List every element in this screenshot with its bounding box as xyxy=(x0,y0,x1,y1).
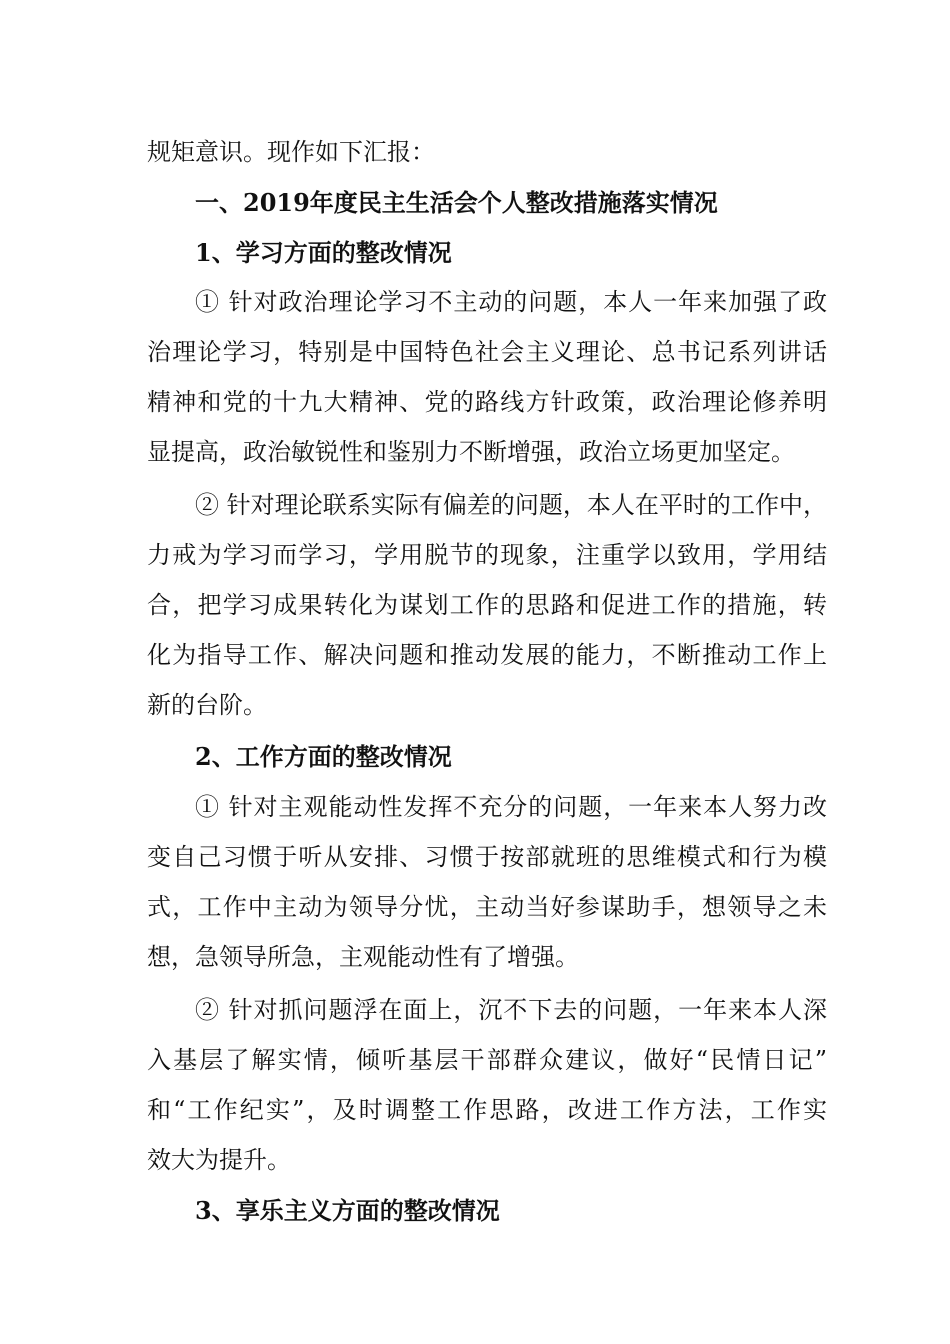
paragraph-line: ① 针对政治理论学习不主动的问题，本人一年来加强了政 xyxy=(195,288,827,316)
paragraph-line: 想，急领导所急，主观能动性有了增强。 xyxy=(147,943,579,971)
paragraph-line: 力戒为学习而学习，学用脱节的现象，注重学以致用，学用结 xyxy=(147,541,827,569)
section-1-heading: 一、2019年度民主生活会个人整改措施落实情况 xyxy=(195,188,718,217)
paragraph-line: ① 针对主观能动性发挥不充分的问题，一年来本人努力改 xyxy=(195,793,827,821)
paragraph-line: 式，工作中主动为领导分忧，主动当好参谋助手，想领导之未 xyxy=(147,893,827,921)
paragraph-line: 入基层了解实情，倾听基层干部群众建议，做好“民情日记” xyxy=(147,1046,827,1074)
paragraph-line: ② 针对抓问题浮在面上，沉不下去的问题，一年来本人深 xyxy=(195,996,827,1024)
paragraph-line: 合，把学习成果转化为谋划工作的思路和促进工作的措施，转 xyxy=(147,591,827,619)
paragraph-line: 精神和党的十九大精神、党的路线方针政策，政治理论修养明 xyxy=(147,388,827,416)
subsection-2-heading: 2、工作方面的整改情况 xyxy=(195,742,452,771)
paragraph-line: 效大为提升。 xyxy=(147,1146,291,1174)
paragraph-line: 变自己习惯于听从安排、习惯于按部就班的思维模式和行为模 xyxy=(147,843,827,871)
subsection-1-heading: 1、学习方面的整改情况 xyxy=(195,238,452,267)
intro-tail: 规矩意识。现作如下汇报： xyxy=(147,138,435,166)
paragraph-line: 治理论学习，特别是中国特色社会主义理论、总书记系列讲话 xyxy=(147,338,827,366)
paragraph-line: 和“工作纪实”，及时调整工作思路，改进工作方法，工作实 xyxy=(147,1096,827,1124)
subsection-3-heading: 3、享乐主义方面的整改情况 xyxy=(195,1196,500,1225)
paragraph-line: ② 针对理论联系实际有偏差的问题，本人在平时的工作中， xyxy=(195,491,827,519)
paragraph-line: 化为指导工作、解决问题和推动发展的能力，不断推动工作上 xyxy=(147,641,827,669)
paragraph-line: 新的台阶。 xyxy=(147,691,267,719)
paragraph-line: 显提高，政治敏锐性和鉴别力不断增强，政治立场更加坚定。 xyxy=(147,438,795,466)
